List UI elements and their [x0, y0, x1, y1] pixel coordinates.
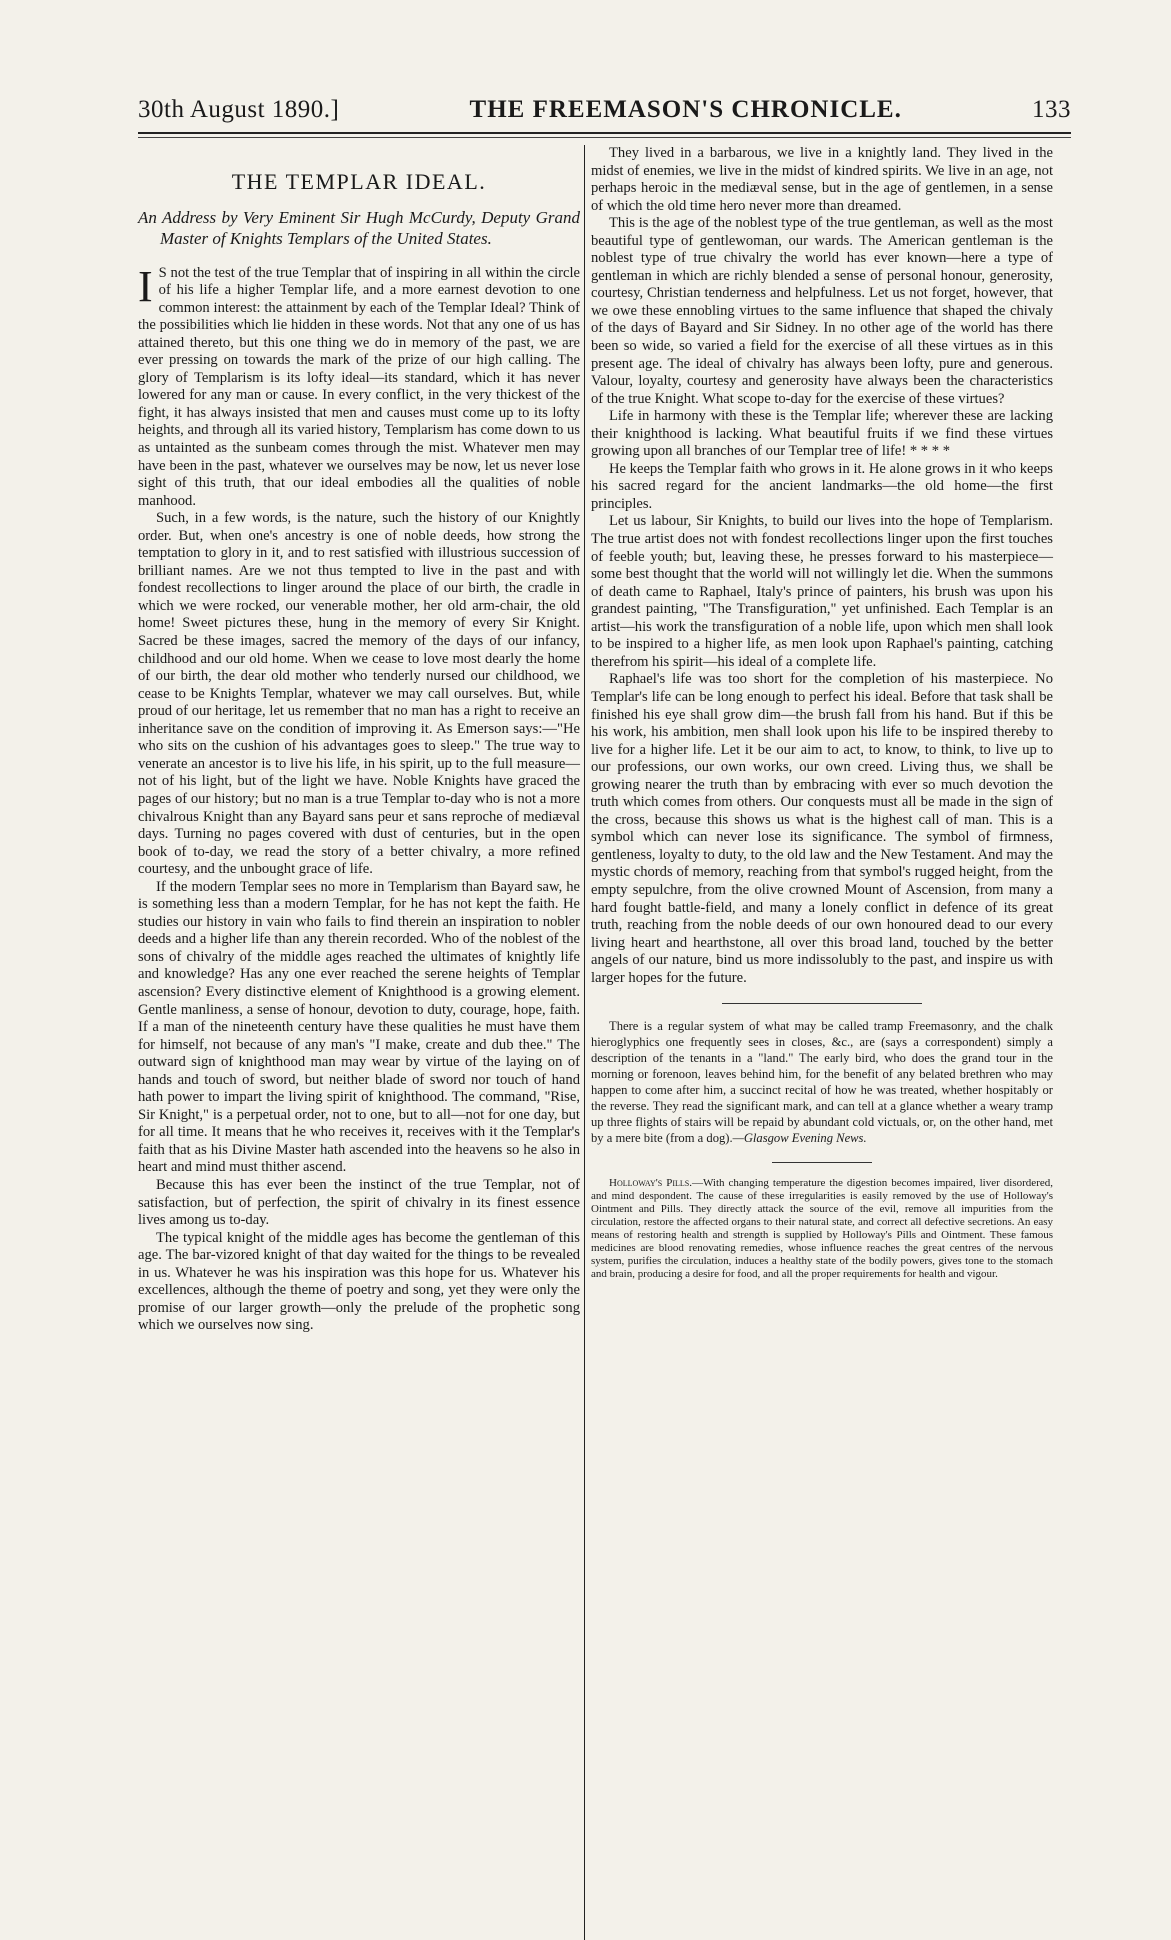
advert-paragraph: Holloway's Pills.—With changing temperature the digestion becomes impaired, liver disordered, and mind despondent. The cause of these irregularities is easily removed by the use of Holloway's Ointment and Pills. They directly attack the source of the evil, remove all impurities from the circulation, restore the affected organs to their natural state, and correct all defective secretions. An easy means of restoring health and strength is supplied by Holloway's Pills and Ointment. These famous medicines are blood renovating remedies, whose influence reaches the great centres of the nervous system, purifies the circulation, induces a healthy state of the bodily powers, gives tone to the stomach and brain, producing a desire for food, and all the proper requirements for health and vigour. [591, 1177, 1053, 1281]
notice-paragraph: There is a regular system of what may be called tramp Freemasonry, and the chalk hieroglyphics one frequently sees in closes, &c., are (says a correspondent) simply a description of the tenants in a "land." The early bird, who does the grand tour in the morning or forenoon, leaves behind him, for the benefit of any belated brethren who may happen to come after him, a succinct recital of how he was treated, whether hospitably or the reverse. They read the significant mark, and can tell at a glance whether a weary tramp up three flights of stairs will be repaid by abundant cold victuals, or, on the other hand, met by a mere bite (from a dog).—Glasgow Evening News. [591, 1019, 1053, 1146]
notice-source: —Glasgow Evening News. [732, 1131, 867, 1146]
right-column [591, 145, 1053, 1281]
advert-name: Holloway's Pills. [609, 1177, 692, 1190]
header-page-number: 133 [1032, 96, 1071, 123]
holloways-pills-advert [591, 1177, 1053, 1281]
article-title: THE TEMPLAR IDEAL. [231, 169, 487, 194]
header-rule [138, 132, 1071, 134]
article-paragraph: They lived in a barbarous, we live in a knightly land. They lived in the midst of enemies, we live in the midst of kindred spirits. We live in an age, not perhaps heroic in the mediæval sense, but in the age of gentlemen, in a sense of which the old time hero never more than dreamed. [591, 145, 1053, 214]
article-paragraph: Let us labour, Sir Knights, to build our lives into the hope of Templarism. The true artist does not with fondest recollections linger upon the first touches of feeble youth; but, leaving these, he presses forward to his masterpiece—some best thought that the world will not willingly let die. When the summons of death came to Raphael, Italy's prince of painters, his brush was upon his grandest painting, "The Transfiguration," yet unfinished. Each Templar is an artist—his work the transfiguration of a noble life, upon which men shall look to be inspired to a higher life, as men look upon Raphael's painting, catching therefrom his spirit—his ideal of a complete life. [591, 513, 1053, 670]
column-divider [584, 145, 585, 1940]
article-paragraph: He keeps the Templar faith who grows in it. He alone grows in it who keeps his sacred regard for the ancient landmarks—the old home—the first principles. [591, 460, 1053, 512]
article-paragraph: If the modern Templar sees no more in Templarism than Bayard saw, he is something less than a modern Templar, for he has not kept the faith. He studies our history in vain who fails to find therein an inspiration to nobler deeds and a higher life than any therein recorded. Who of the noblest of the sons of chivalry of the middle ages reached the ultimates of knightly life and knowledge? Has any one ever reached the serene heights of Templar ascension? Every distinctive element of Knighthood is a growing element. Gentle manliness, a sense of honour, devotion to duty, courage, hope, faith. If a man of the nineteenth century have these qualities he must have them for himself, not because of any man's "I make, create and dub thee." The outward sign of knighthood man may wear by virtue of the laying on of hands and touch of sword, but neither blade of sword nor touch of hand hath power to impart the living spirit of knighthood. The command, "Rise, Sir Knight," is a perpetual order, not to one, but to all—not for one day, but for all time. It means that he who receives it, receives with it the Templar's faith that as his Divine Master hath ascended into the heavens so he also in heart and mind must thither ascend. [138, 878, 580, 1176]
header-title: THE FREEMASON'S CHRONICLE. [469, 96, 902, 123]
article-paragraph: Life in harmony with these is the Templar life; wherever these are lacking their knighthood is lacking. What beautiful fruits if we find these virtues growing upon all branches of our Templar tree of life! * * * * [591, 408, 1053, 460]
article-subtitle: An Address by Very Eminent Sir Hugh McCurdy, Deputy Grand Master of Knights Templars of the United States. [138, 207, 580, 248]
section-separator [722, 1003, 922, 1004]
article-paragraph: Raphael's life was too short for the completion of his masterpiece. No Templar's life can be long enough to perfect his ideal. Before that task shall be finished his eye shall grow dim—the brush fall from his hand. But if this be his work, his ambition, men shall look upon his life to be inspired thereby to live for a higher life. Let it be our aim to act, to know, to think, to live up to our professions, our own works, our own creed. Living thus, we shall be growing nearer the truth than by embracing with ever so much devotion the truth which comes from others. Our conquests must all be made in the sign of the cross, because this shows us what is the highest call of man. This is a symbol which can never lose its significance. The symbol of firmness, gentleness, loyalty to duty, to the old law and the New Testament. And may the mystic chords of memory, reaching from that symbol's rugged height, from the empty sepulchre, from the olive crowned Mount of Ascension, from many a hard fought battle-field, and many a lonely conflict in defence of its great truth, reaching from the noble deeds of our own honoured dead to our every living heart and hearthstone, all over this broad land, touched by the better angels of our nature, bind us more indissolubly to the past, and inspire us with larger hopes for the future. [591, 671, 1053, 986]
header-date: 30th August 1890.] [138, 96, 340, 123]
drop-cap: I [138, 261, 153, 311]
section-separator-short [772, 1162, 872, 1163]
article-paragraph: I S not the test of the true Templar that of inspiring in all within the circle of his life a higher Templar life, and a more earnest devotion to one common interest: the attainment by each of the Templar Ideal? Think of the possibilities which lie hidden in these words. Not that any one of us has attained thereto, but this one thing we do in memory of the past, we are ever pressing on towards the mark of the prize of our high calling. The glory of Templarism is its lofty ideal—its standard, which it has never lowered for any man or cause. In every conflict, in the very thickest of the fight, it has always insisted that men and causes must come up to its lofty heights, and through all its varied history, Templarism has come down to us as untainted as the sunbeam comes through the mist. Whatever men may have been in the past, whatever we ourselves may be now, let us never lose sight of this truth, that our ideal embodies all the qualities of noble manhood. [138, 261, 580, 509]
article-paragraph: Such, in a few words, is the nature, such the history of our Knightly order. But, when one's ancestry is one of noble deeds, how strong the temptation to glory in it, and to rest satisfied with illustrious succession of brilliant names. Are we not thus tempted to live in the past and with fondest recollections to linger around the place of our birth, the cradle in which we were rocked, our venerable mother, her old arm-chair, the old home! Sweet pictures these, hung in the memory of every Sir Knight. Sacred be these images, sacred the memory of the days of our infancy, childhood and our old home. When we cease to love most dearly the home of our birth, the dear old mother who tenderly nursed our childhood, we cease to be Knights Templar, whatever we may call ourselves. But, while proud of our heritage, let us remember that no man has a right to receive an inheritance save on the condition of improving it. As Emerson says:—"He who sits on the cushion of his advantages goes to sleep." The true way to venerate an ancestor is to live his life, in his spirit, up to the full measure—not of his light, but of the light we have. Noble Knights have graced the pages of our history; but no man is a true Templar to-day who is not a more chivalrous Knight than any Bayard sans peur et sans reproche of mediæval days. Turning no pages covered with dust of centuries, but in the open book of to-day, we read the story of a better chivalry, a more refined courtesy, and the unbought grace of life. [138, 510, 580, 878]
header-rule-thin [138, 137, 1071, 138]
left-column [138, 145, 580, 1335]
page-header [138, 96, 1071, 130]
article-paragraph: The typical knight of the middle ages has become the gentleman of this age. The bar-vizored knight of that day waited for the things to be revealed in us. Whatever he was his inspiration was this hope for us. Whatever his excellences, although the theme of poetry and song, yet they were only the promise of our larger growth—only the prelude of the prophetic song which we ourselves now sing. [138, 1229, 580, 1334]
article-paragraph: Because this has ever been the instinct of the true Templar, not of satisfaction, but of perfection, the spirit of chivalry in its finest essence lives among us to-day. [138, 1176, 580, 1229]
tramp-freemasonry-notice [591, 1018, 1053, 1146]
article-paragraph: This is the age of the noblest type of the true gentleman, as well as the most beautiful type of gentlewoman, our wards. The American gentleman is the noblest type of true chivalry the world has ever known—here a type of gentleman in which are richly blended a sense of personal honour, generosity, courtesy, Christian tenderness and helpfulness. Let us not forget, however, that we owe these ennobling virtues to the same influence that shaped the chivaly of the days of Bayard and Sir Sidney. In no other age of the world has there been so wide, so varied a field for the exercise of all these virtues as in this present age. The ideal of chivalry has always been lofty, pure and generous. Valour, loyalty, courtesy and generosity have always been the characteristics of the true Knight. What scope to-day for the exercise of these virtues? [591, 215, 1053, 407]
